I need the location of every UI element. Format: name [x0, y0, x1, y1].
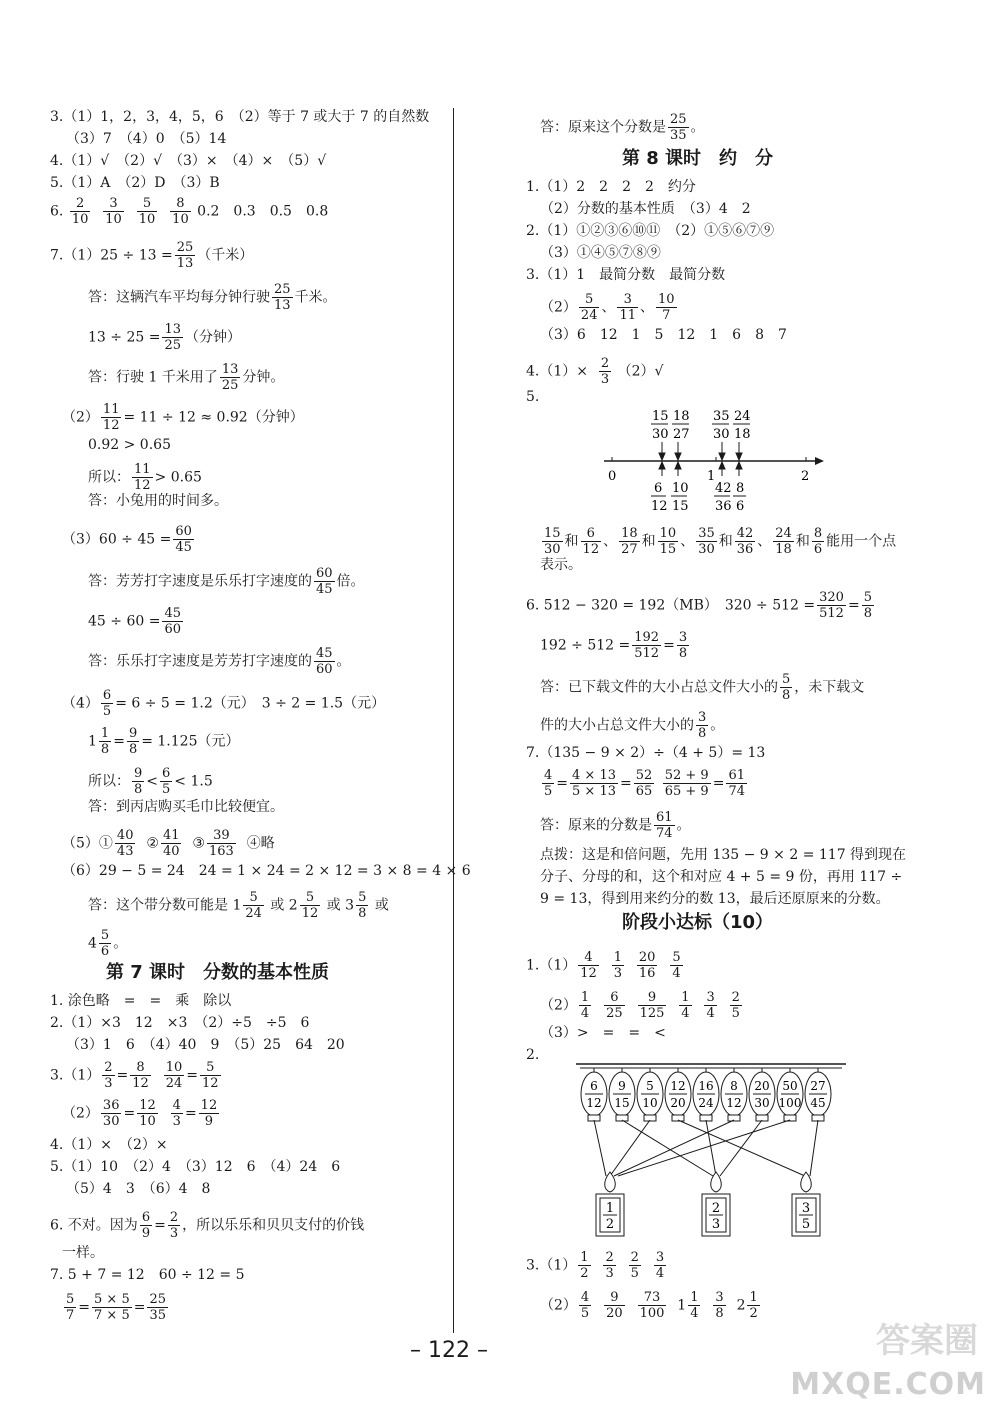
section-title-lesson7: 第 7 课时 分数的基本性质: [106, 962, 330, 983]
lesson8-answer-6-reply2: 件的大小占总文件大小的 $\frac{3}{8}$ 。: [540, 710, 725, 741]
svg-text:30: 30: [652, 427, 669, 442]
bulb: [693, 1068, 719, 1121]
svg-text:5: 5: [801, 1217, 811, 1232]
svg-text:12: 12: [586, 1096, 602, 1110]
stage10-answer-1-1: 1.（1） $\frac{4}{12}$ $\frac{1}{3}$ $\frac{20}{16}$ $\frac{5}{4}$: [526, 950, 681, 981]
answer-7-2-so: 所以： $\frac{11}{12}$ > 0.65: [88, 462, 202, 493]
svg-text:35: 35: [713, 409, 730, 424]
svg-text:27: 27: [810, 1079, 826, 1093]
svg-text:16: 16: [698, 1079, 714, 1093]
svg-text:1: 1: [605, 1201, 615, 1216]
svg-text:18: 18: [734, 427, 751, 442]
connect-lines: [594, 1120, 818, 1176]
candle: [702, 1172, 730, 1236]
lesson8-answer-3c: （3）6 12 1 5 12 1 6 8 7: [540, 327, 787, 343]
page-number: – 122 –: [410, 1338, 488, 1363]
lesson7-answer-4: 4.（1）× （2）×: [50, 1137, 168, 1153]
candle: [792, 1172, 820, 1236]
stage10-answer-1-2: （2） $\frac{1}{4}$ $\frac{6}{25}$ $\frac{9}{125}$ $\frac{1}{4}$ $\frac{3}{4}$ $\frac{2}{5}$: [540, 990, 740, 1021]
lesson7-answer-6b: 一样。: [62, 1245, 104, 1261]
lesson8-answer-1b: （2）分数的基本性质 （3）4 2: [540, 201, 751, 217]
lesson7-answer-6: 6. 不对。因为 $\frac{6}{9}$ = $\frac{2}{3}$ ，所以乐乐和贝贝支付的价钱: [50, 1210, 365, 1241]
bottom-fractions: [651, 481, 746, 514]
item-number: 6.: [50, 203, 64, 220]
svg-text:9: 9: [618, 1079, 626, 1093]
svg-text:24: 24: [698, 1096, 714, 1110]
top-fractions: [651, 409, 751, 442]
lesson7-answer-5: 5.（1）10 （2）4 （3）12 6 （4）24 6: [50, 1159, 341, 1175]
answer-7-1-reply2: 答：行驶 1 千米用了 $\frac{13}{25}$ 分钟。: [88, 362, 285, 393]
lesson8-answer-3b: （2） $\frac{5}{24}$ 、 $\frac{3}{11}$ 、 $\frac{10}{7}$: [540, 292, 675, 323]
fraction: $\frac{8}{10}$: [172, 196, 189, 227]
answer-7-3-reply: 答：芳芳打字速度是乐乐打字速度的 $\frac{60}{45}$ 倍。: [88, 566, 365, 597]
svg-text:6: 6: [590, 1079, 598, 1093]
answer-7-2-compare: 0.92 > 0.65: [88, 437, 171, 453]
lesson8-answer-1: 1.（1）2 2 2 2 约分: [526, 179, 696, 195]
answer-7-4-calc2: 1 $\frac{1}{8}$ = $\frac{9}{8}$ = 1.125（元）: [88, 726, 240, 757]
bulb: [749, 1068, 775, 1121]
bulb: [665, 1068, 691, 1121]
decimal-values: 0.2 0.3 0.5 0.8: [197, 203, 329, 220]
answer-7-4-reply: 答：到丙店购买毛巾比较便宜。: [88, 799, 284, 815]
answer-7-4: （4） $\frac{6}{5}$ = 6 ÷ 5 = 1.2（元） 3 ÷ 2 = 1.5（元）: [62, 688, 386, 719]
answer-7-1: 7.（1）25 ÷ 13 = $\frac{25}{13}$ （千米）: [50, 240, 254, 271]
svg-text:3: 3: [801, 1201, 811, 1216]
svg-text:3: 3: [711, 1217, 721, 1232]
svg-text:15: 15: [614, 1096, 630, 1110]
lesson7-answer-3-1: 3.（1） $\frac{2}{3}$ = $\frac{8}{12}$ $\frac{10}{24}$ = $\frac{5}{12}$: [50, 1060, 219, 1091]
svg-text:24: 24: [734, 409, 751, 424]
lesson7-answer-7b: $\frac{5}{7}$ = $\frac{5 \times 5}{7 \times 5}$ = $\frac{25}{35}$: [66, 1292, 166, 1323]
lesson8-answer-3: 3.（1）1 最简分数 最简分数: [526, 267, 726, 283]
answer-7-3: （3）60 ÷ 45 = $\frac{60}{45}$: [62, 524, 192, 555]
lesson7-answer-7: 7. 5 + 7 = 12 60 ÷ 12 = 5: [50, 1267, 245, 1283]
bulb: [777, 1068, 803, 1121]
answer-7-2: （2） $\frac{11}{12}$ = 11 ÷ 12 ≈ 0.92（分钟）: [62, 402, 304, 433]
answer-7-5: （5）① $\frac{40}{43}$ ② $\frac{41}{40}$ ③ $\frac{39}{163}$ ④略: [62, 828, 275, 859]
svg-text:18: 18: [673, 409, 690, 424]
answer-4: 4.（1）√ （2）√ （3）× （4）× （5）√: [50, 153, 327, 169]
bulb: [581, 1068, 607, 1121]
svg-text:12: 12: [726, 1096, 742, 1110]
lesson8-answer-7: 7.（135 − 9 × 2）÷（4 + 5）= 13: [526, 745, 766, 761]
bulb: [805, 1068, 831, 1121]
answer-7-4-so: 所以： $\frac{9}{8}$ < $\frac{6}{5}$ < 1.5: [88, 766, 213, 797]
answer-7-1-calc2: 13 ÷ 25 = $\frac{13}{25}$ （分钟）: [88, 322, 241, 353]
bulb: [609, 1068, 635, 1121]
answer-3-2: （3）7 （4）0 （5）14: [66, 131, 227, 147]
fraction: $\frac{2}{10}$: [71, 196, 89, 227]
answer-7-3-reply2: 答：乐乐打字速度是芳芳打字速度的 $\frac{45}{60}$ 。: [88, 646, 351, 677]
hint-line-2: 分子、分母的和，这个和对应 4 + 5 = 9 份，再用 117 ÷: [540, 869, 903, 885]
lesson8-answer-2b: （3）①④⑤⑦⑧⑨: [540, 245, 661, 261]
lesson7-answer-1: 1. 涂色略 = = 乘 除以: [50, 993, 232, 1009]
lesson7-answer-5b: （5）4 3 （6）4 8: [66, 1181, 211, 1197]
tick-label: 0: [608, 469, 617, 484]
lesson8-answer-6b: 192 ÷ 512 = $\frac{192}{512}$ = $\frac{3}{8}$: [540, 630, 688, 661]
answer-7-1-reply: 答：这辆汽车平均每分钟行驶 $\frac{25}{13}$ 千米。: [88, 282, 337, 313]
candle: [596, 1172, 624, 1236]
svg-text:10: 10: [642, 1096, 658, 1110]
svg-text:2: 2: [605, 1217, 615, 1232]
svg-text:12: 12: [651, 499, 668, 514]
stage10-answer-3-1: 3.（1） $\frac{1}{2}$ $\frac{2}{3}$ $\frac{2}{5}$ $\frac{3}{4}$: [526, 1250, 665, 1281]
lesson7-answer-2b: （3）1 6 （4）40 9 （5）25 64 20: [66, 1037, 345, 1053]
bulb: [637, 1068, 663, 1121]
section-title-stage10: 阶段小达标（10）: [622, 912, 774, 933]
svg-text:10: 10: [672, 481, 689, 496]
tick-label: 2: [801, 469, 810, 484]
svg-text:8: 8: [730, 1079, 738, 1093]
lesson8-answer-6-reply: 答：已下载文件的大小占总文件大小的 $\frac{5}{8}$ ，未下载文: [540, 672, 865, 703]
svg-text:6: 6: [736, 499, 745, 514]
svg-text:36: 36: [715, 499, 732, 514]
svg-text:8: 8: [736, 481, 745, 496]
lesson7-answer-3-2: （2） $\frac{36}{30}$ = $\frac{12}{10}$ $\frac{4}{3}$ = $\frac{12}{9}$: [62, 1098, 218, 1129]
lesson8-answer-7b: $\frac{4}{5}$ = $\frac{4 \times 13}{5 \times 13}$ = $\frac{52}{65}$ $\frac{52 + 9}{65 + 9}$ = $\frac{61}{74}$: [544, 768, 745, 799]
svg-text:27: 27: [673, 427, 690, 442]
tick-label: 1: [707, 469, 716, 484]
svg-text:50: 50: [782, 1079, 798, 1093]
svg-text:42: 42: [715, 481, 732, 496]
hint-line-1: 点拨：这是和倍问题，先用 135 − 9 × 2 = 117 得到现在: [540, 847, 907, 863]
hint-line-3: 9 = 13，得到用来约分的数 13，最后还原原来的分数。: [540, 891, 890, 907]
svg-text:45: 45: [810, 1096, 826, 1110]
svg-text:30: 30: [713, 427, 730, 442]
svg-text:20: 20: [754, 1079, 770, 1093]
watermark-logo: 答案圈: [876, 1321, 978, 1361]
answer-7-3-calc2: 45 ÷ 60 = $\frac{45}{60}$: [88, 606, 181, 637]
lesson8-answer-5-summary: $\frac{15}{30}$ 和 $\frac{6}{12}$ 、 $\frac{18}{27}$ 和 $\frac{10}{15}$ 、 $\frac{35}{30}$ 和 $\frac{42}{36}$ 、 $\frac{24}{18}$ 和 $\frac{8}{6}$ 能用一个点: [544, 526, 897, 557]
svg-text:100: 100: [778, 1096, 802, 1110]
answer-prev-reply: 答：原来这个分数是 $\frac{25}{35}$ 。: [540, 112, 705, 143]
lesson8-answer-6: 6. 512 − 320 = 192（MB） 320 ÷ 512 = $\frac{320}{512}$ = $\frac{5}{8}$: [526, 590, 872, 621]
stage10-answer-3-2: （2） $\frac{4}{5}$ $\frac{9}{20}$ $\frac{73}{100}$ 1 $\frac{1}{4}$ $\frac{3}{8}$ 2 $\frac{1}{2}$: [540, 1290, 758, 1321]
fraction: $\frac{3}{10}$: [105, 196, 122, 227]
lesson8-answer-5-summary2: 表示。: [540, 557, 582, 573]
answer-7-2-reply: 答：小兔用的时间多。: [88, 493, 228, 509]
number-line-diagram: [596, 404, 836, 516]
svg-text:2: 2: [711, 1201, 721, 1216]
answer-5: 5.（1）A （2）D （3）B: [50, 175, 220, 191]
answer-7-6-reply: 答：这个带分数可能是 1 $\frac{5}{24}$ 或 2 $\frac{5}{12}$ 或 3 $\frac{5}{8}$ 或: [88, 890, 389, 921]
svg-text:20: 20: [670, 1096, 686, 1110]
lesson8-answer-2: 2.（1）①②③⑥⑩⑪ （2）①⑤⑥⑦⑨: [526, 223, 775, 239]
fraction: $\frac{5}{10}$: [138, 196, 156, 227]
stage10-answer-1-3: （3）> = = <: [540, 1025, 666, 1041]
stage10-answer-2: 2.: [526, 1047, 540, 1063]
arrows: [659, 442, 742, 476]
answer-7-6-tail: 4 $\frac{5}{6}$ 。: [88, 928, 128, 959]
answer-3-1: 3.（1）1，2，3，4，5，6 （2）等于 7 或大于 7 的自然数: [50, 109, 430, 125]
svg-text:12: 12: [670, 1079, 686, 1093]
answer-7-6: （6）29 − 5 = 24 24 = 1 × 24 = 2 × 12 = 3 × 8 = 4 × 6: [62, 863, 471, 879]
lesson7-answer-2: 2.（1）×3 12 ×3 （2）÷5 ÷5 6: [50, 1015, 310, 1031]
svg-text:5: 5: [646, 1079, 654, 1093]
svg-text:30: 30: [754, 1096, 770, 1110]
lesson8-answer-4: 4.（1）× $\frac{2}{3}$ （2）√: [526, 356, 664, 387]
column-divider: [453, 108, 454, 1333]
bulb: [721, 1068, 747, 1121]
lesson8-answer-5: 5.: [526, 389, 540, 405]
watermark-text: MXQE.COM: [790, 1367, 986, 1402]
lesson8-answer-7-reply: 答：原来的分数是 $\frac{61}{74}$ 。: [540, 810, 691, 841]
svg-text:15: 15: [652, 409, 669, 424]
answer-6: [50, 196, 328, 227]
lamp-matching-diagram: [570, 1060, 850, 1240]
svg-text:6: 6: [654, 481, 663, 496]
svg-text:15: 15: [672, 499, 689, 514]
section-title-lesson8: 第 8 课时 约 分: [622, 148, 774, 169]
